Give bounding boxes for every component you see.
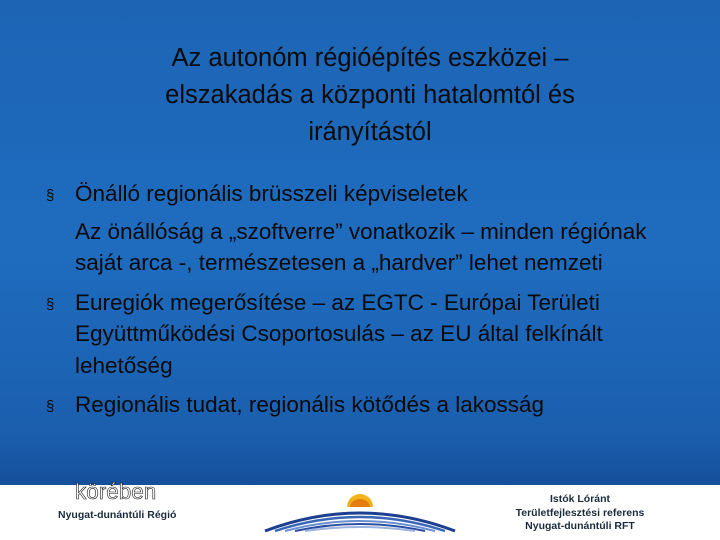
bullet-text: Regionális tudat, regionális kötődés a lakosság bbox=[75, 392, 545, 417]
continuation-paragraph bbox=[46, 216, 686, 279]
overflow-text: körében bbox=[75, 479, 157, 504]
slide-body bbox=[46, 178, 686, 421]
author-role: Területfejlesztési referens bbox=[515, 506, 645, 519]
bullet-marker-icon: § bbox=[46, 295, 55, 313]
bullet-item bbox=[46, 389, 686, 421]
bullet-text: Euregiók megerősítése – az EGTC - Európai Területi Együttműködési Csoportosulás – az EU által felkínált lehetőség bbox=[75, 289, 603, 378]
author-name: Istók Lóránt bbox=[549, 493, 611, 505]
region-logo-icon bbox=[255, 485, 465, 535]
bullet-item bbox=[46, 178, 686, 210]
slide-title: Az autonóm régióépítés eszközei – elszakadás a központi hatalomtól és irányítástól bbox=[165, 44, 575, 146]
bullet-marker-icon: § bbox=[46, 187, 55, 204]
bullet-marker-icon: § bbox=[46, 398, 55, 415]
paragraph-text: Az önállóság a „szoftverre” vonatkozik – minden régiónak saját arca -, természetesen a „hardver” lehet nemzeti bbox=[75, 218, 647, 275]
bullet-text: Önálló regionális brüsszeli képviseletek bbox=[75, 181, 468, 206]
bullet-item bbox=[46, 287, 686, 382]
footer-region-label: Nyugat-dunántúli Régió bbox=[58, 509, 177, 521]
footer-author-block bbox=[490, 493, 670, 534]
author-organization: Nyugat-dunántúli RFT bbox=[525, 520, 635, 532]
